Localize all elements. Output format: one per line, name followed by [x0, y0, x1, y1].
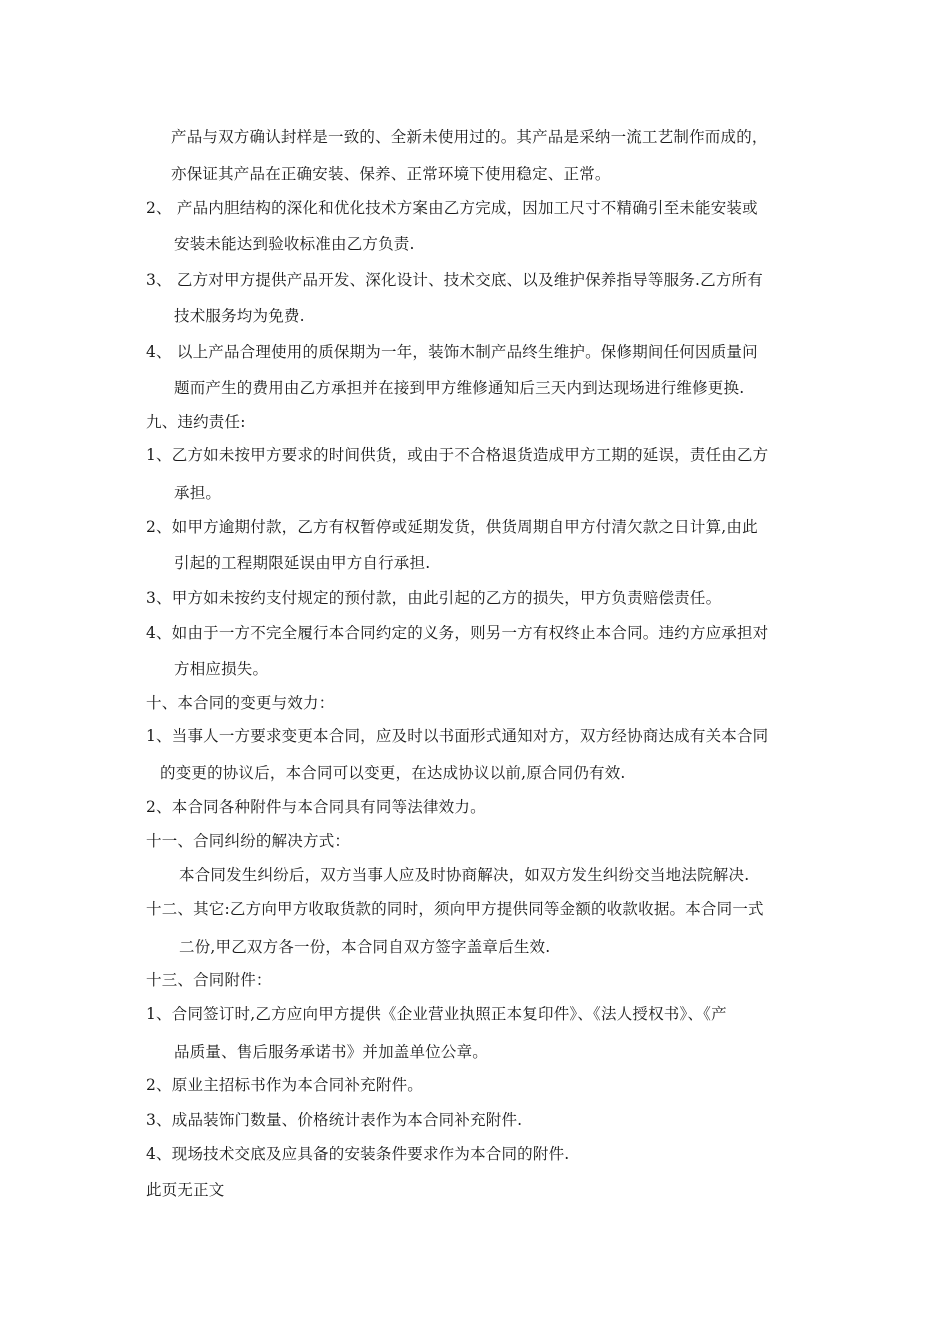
paragraph-line: 方相应损失。: [174, 660, 269, 678]
paragraph-line: 的变更的协议后，本合同可以变更，在达成协议以前,原合同仍有效.: [160, 764, 626, 782]
paragraph-line: 本合同发生纠纷后，双方当事人应及时协商解决，如双方发生纠纷交当地法院解决.: [179, 866, 750, 884]
paragraph-line: 技术服务均为免费.: [174, 307, 305, 325]
paragraph-line: 亦保证其产品在正确安装、保养、正常环境下使用稳定、正常。: [171, 165, 611, 183]
paragraph-line: 4、现场技术交底及应具备的安装条件要求作为本合同的附件.: [146, 1145, 570, 1163]
paragraph-line: 题而产生的费用由乙方承担并在接到甲方维修通知后三天内到达现场进行维修更换.: [174, 379, 745, 397]
section-heading: 九、违约责任:: [146, 413, 246, 431]
paragraph-line: 引起的工程期限延误由甲方自行承担.: [174, 554, 431, 572]
paragraph-line: 二份,甲乙双方各一份，本合同自双方签字盖章后生效.: [179, 938, 551, 956]
section-heading: 十三、合同附件：: [146, 971, 272, 989]
paragraph-line: 承担。: [174, 484, 222, 502]
paragraph-line: 4、如由于一方不完全履行本合同约定的义务，则另一方有权终止本合同。违约方应承担对: [146, 624, 769, 642]
paragraph-line: 十二、其它:乙方向甲方收取货款的同时，须向甲方提供同等金额的收款收据。本合同一式: [146, 900, 764, 918]
paragraph-line: 3、成品装饰门数量、价格统计表作为本合同补充附件.: [146, 1111, 523, 1129]
paragraph-line: 安装未能达到验收标准由乙方负责.: [174, 235, 415, 253]
paragraph-line: 4、 以上产品合理使用的质保期为一年，装饰木制产品终生维护。保修期间任何因质量问: [146, 343, 758, 361]
paragraph-line: 2、原业主招标书作为本合同补充附件。: [146, 1076, 423, 1094]
paragraph-line: 1、当事人一方要求变更本合同，应及时以书面形式通知对方，双方经协商达成有关本合同: [146, 727, 769, 745]
section-heading: 十一、合同纠纷的解决方式：: [146, 832, 351, 850]
paragraph-line: 3、甲方如未按约支付规定的预付款，由此引起的乙方的损失，甲方负责赔偿责任。: [146, 589, 722, 607]
paragraph-line: 2、本合同各种附件与本合同具有同等法律效力。: [146, 798, 486, 816]
paragraph-line: 产品与双方确认封样是一致的、全新未使用过的。其产品是采纳一流工艺制作而成的，: [171, 128, 768, 146]
paragraph-line: 2、如甲方逾期付款，乙方有权暂停或延期发货，供货周期自甲方付清欠款之日计算,由此: [146, 518, 758, 536]
paragraph-line: 品质量、售后服务承诺书》并加盖单位公章。: [174, 1043, 489, 1061]
page-note: 此页无正文: [146, 1181, 225, 1199]
section-heading: 十、本合同的变更与效力：: [146, 694, 335, 712]
paragraph-line: 2、 产品内胆结构的深化和优化技术方案由乙方完成，因加工尺寸不精确引至未能安装或: [146, 199, 758, 217]
paragraph-line: 1、合同签订时,乙方应向甲方提供《企业营业执照正本复印件》、《法人授权书》、《产: [146, 1005, 727, 1023]
paragraph-line: 1、乙方如未按甲方要求的时间供货，或由于不合格退货造成甲方工期的延误，责任由乙方: [146, 446, 769, 464]
paragraph-line: 3、 乙方对甲方提供产品开发、深化设计、技术交底、以及维护保养指导等服务.乙方所有: [146, 271, 763, 289]
